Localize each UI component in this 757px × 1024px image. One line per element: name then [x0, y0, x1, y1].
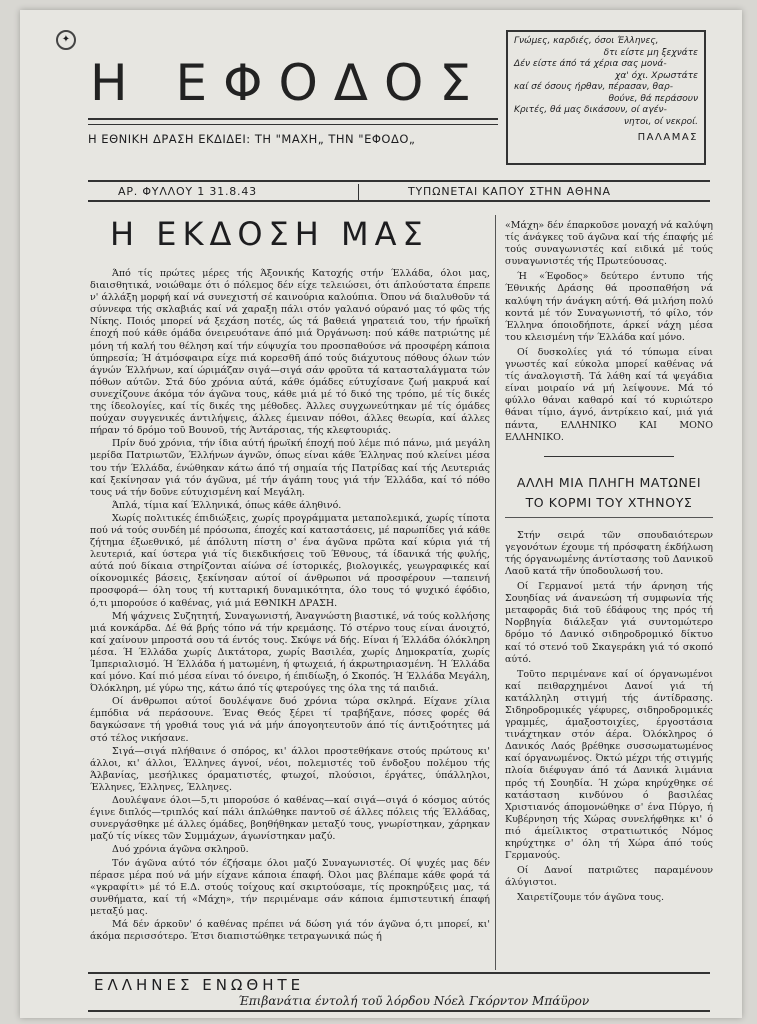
masthead-rule — [88, 124, 498, 125]
footer-slogan: ΕΛΛΗΝΕΣ ΕΝΩΘΗΤΕ — [94, 976, 305, 994]
section-rule — [544, 456, 674, 457]
epigraph-box — [506, 30, 706, 165]
article-body-left — [90, 268, 490, 944]
epigraph-line: δτι είστε μη ξεχνάτε — [603, 47, 698, 58]
epigraph-line: Κριτές, θά μας δικάσουν, οί αγέν- — [514, 105, 667, 115]
publisher-line: Η ΕΘΝΙΚΗ ΔΡΑΣΗ ΕΚΔΙΔΕΙ: ΤΗ "ΜΑΧΗ„ ΤΗΝ "ΕΦΟΔΟ„ — [88, 132, 416, 146]
article-paragraph: Οί Γερμανοί μετά τήν άρνηση τής Σουηδίας νά άνανεώση τή συμφωνία τής μεταφορᾶς διά τοῦ έδάφους της πρός τή Νορβηγία διάλεξαν γιά συντομώτερο δρόμο τό Δανικό σιδηροδρομικό δίκτυο καί τό στενό τοῦ Σκαγεράκη γιά τό σκοπό αύτό. — [505, 581, 713, 665]
second-article-headline — [505, 473, 713, 518]
article-paragraph: «Μάχη» δέν έπαρκοῦσε μοναχή νά καλύψη τίς άνάγκες τοῦ άγῶνα καί τής έπαφής μέ τούς συναγωνιστές καί ειδικά μέ τούς συναγωνιστές τής Πρωτεύουσας. — [505, 220, 713, 268]
emblem-icon: ✦ — [56, 30, 76, 50]
article-paragraph: Δυό χρόνια άγῶνα σκληροῦ. — [112, 844, 249, 856]
issue-divider — [358, 184, 359, 200]
newspaper-page — [20, 10, 742, 1018]
article-paragraph: Άπό τίς πρώτες μέρες τής Άξονικής Κατοχής στήν Έλλάδα, όλοι μας, διαισθητικά, νοιώθαμε ότι ό πόλεμος δέν είχε τελειώσει, ότι άπλούστατα έπρεπε ν' άλλάξη μορφή καί νά συνεχιστή σέ καινούρια καλούπια. Όπου νά διαλυθοῦν τά σύννεφα τής σκλαβιάς καί νά χαραξη πάλι στόν γαλανό ούρανό μας τό φῶς τής Νίκης. Ποιός μπορεί νά ξεχάση ποτές, ώς τά βαθειά γηρατειά του, τήν ήρωϊκή έποχή πού κάθε όμάδα όνειρευότανε άπό μιά Όργάνωση: πού κάθε πατριώτης μέ μόνη τή καλή του θέληση καί τήν εύψυχία του προσπαθούσε νά προσφέρη κάποια ύπηρεσία; Ή άτμόσφαιρα είχε πιά κορεσθῆ άπό τούς διάχυτους πόθους όλων τών άγνών Έλλήνων, καί ώριμάζαν σιγά—σιγά σάν φροῦτα τά κατασταλάγματα τών πόθων αύτῶν. Στά δύο χρόνια αύτά, κάθε όμάδες εύτυχίσανε ζωή μακρυά καί συνεχίζουνε άκόμα τόν άγῶνα τους, κάθε μιά μέ τό δικό της τρόπο, μέ τίς δικές της ίδεολογίες, καί τίς δικές της μέθοδες. Άλλες συγχωνεύτηκαν μέ τίς όμάδες πούχαν συγγενικές άντιλήψεις, άλλες έμειναν πόθοι, άλλες θεωρία, καί άλλες πήραν τό δρόμο τοῦ Βουνοῦ, τής Άντάρσιας, τής κλεφτουριάς. — [90, 268, 490, 437]
article-paragraph: Χωρίς πολιτικές έπιδιώξεις, χωρίς προγράμματα μεταπολεμικά, χωρίς τίποτα πού νά τούς συνδέη μέ πρόσωπα, έποχές καί καταστάσεις, μέ παρωπίδες γιά κάθε ζήτημα έξωεθνικό, μέ άπόλυτη πίστη σ' ένα άγῶνα πρῶτα καί κύρια γιά τή λευτεριά, καί ύστερα γιά τίς διεκδικήσεις τοῦ Έθνους, τά ίδανικά τής φυλής, αύτά πού δίκαια στηρίζονται αίώνα σέ ίστορικές, βιολογικές, γεωγραφικές καί οίκονομικές βάσεις, ξεκίνησαν αύτοί οί άνθρωποι νά προσφέρουν —ταπεινή προσφορά— όλη τους τή κυτταρική δυναμικότητα, όλο τους τό ψυχικό έφόδιο, ό,τι μπορούσε ό καθένας, γιά μιά ΕΘΝΙΚΗ ΔΡΑΣΗ. — [90, 512, 490, 609]
article-paragraph: Οί Δανοί πατριῶτες παραμένουν άλύγιστοι. — [505, 865, 713, 889]
headline-line: ΑΛΛΗ ΜΙΑ ΠΛΗΓΗ ΜΑΤΩΝΕΙ — [516, 474, 702, 490]
article-paragraph: Στήν σειρά τῶν σπουδαιότερων γεγονότων έχουμε τή πρόσφατη έκδήλωση τής όργανωμένης άντίστασης τοῦ Δανικοῦ Λαοῦ κατά τῆν ύποδουλωσή του. — [505, 529, 713, 577]
newspaper-title: Η ΕΦΟΔΟΣ — [90, 54, 487, 112]
article-paragraph: Χαιρετίζουμε τόν άγῶνα τους. — [517, 892, 665, 904]
column-divider — [495, 215, 496, 970]
issue-bar — [88, 180, 710, 202]
epigraph-line: χα' όχι. Χρωστάτε — [615, 70, 698, 81]
article-paragraph: Σιγά—σιγά πλήθαινε ό σπόρος, κι' άλλοι προστεθήκανε στούς πρώτους κι' άλλοι, κι' άλλοι, Έλληνες άγνοί, νέοι, πολεμιστές τοῦ ένδοξου πολέμου τής Άλβανίας, μεσήλικες όραματιστές, φτωχοί, πλούσιοι, έργάτες, ύπάλληλοι, Έλληνες, Έλληνες, Έλληνες. — [90, 745, 490, 793]
article-paragraph: Μά δέν άρκοῦν' ό καθένας πρέπει νά δώση γιά τόν άγῶνα ό,τι μπορεί, κι' άκόμα περισσότερο. Έτσι διαπιστώθηκε τετραγωνικά πώς ή — [90, 918, 490, 943]
epigraph-line: θούνε, θά περάσουν — [608, 93, 698, 104]
article-paragraph: Μή ψάχνεις Συζητητή, Συναγωνιστή, Άναγνώστη βιαστικέ, νά τούς κολλήσης μιά κονκάρδα. Δέ θά βρής τόπο νά τήν κρεμάσης. Τό στέρνο τους είναι άνοιχτό, καί χαίνουν μπροστά σου τά έντός τους. Σκύψε νά δής. Είναι ή Έλλάδα όλόκληρη μέσα. Ή Έλλάδα χωρίς Δικτάτορα, χωρίς Βασιλέα, χωρίς Δημοκρατία, χωρίς Ίμπεριαλισμό. Ή Έλλάδα ή ματωμένη, ή φτωχειά, ή άκρωτηριασμένη. Ή Έλλάδα καί μόνο. Καί πιό μέσα είναι τό όνειρο, ή έπιδίωξη, ό Σκοπός. Ή Έλλάδα Μεγάλη, Όλόκληρη, μέ γύρω της, κάτω άπό τίς φτερούγες της όλα της τά παιδιά. — [90, 610, 490, 695]
article-paragraph: Άπλά, τίμια καί Έλληνικά, όπως κάθε άληθινό. — [112, 499, 342, 511]
article-paragraph: Πρίν δυό χρόνια, τήν ίδια αύτή ήρωϊκή έποχή πού λέμε πιό πάνω, μιά μεγάλη μερίδα Πατριωτῶν, Έλλήνων άγνῶν, όπως είναι κάθε Έλληνας πού κλείνει μέσα του τήν Έλλάδα, ένώθηκαν κάτω άπό τή σημαία τής Πατρίδας καί τής Λευτεριάς καί ξεκίνησαν γιά τόν άγῶνα, μέ τήν άγάπη τους γιά τήν Έλλάδα, καί τό πόθο τους νά τήν δοῦνε εύτυχισμένη καί Μεγάλη. — [90, 438, 490, 498]
footer-banner — [88, 972, 710, 1012]
print-location: ΤΥΠΩΝΕΤΑΙ ΚΑΠΟΥ ΣΤΗΝ ΑΘΗΝΑ — [408, 185, 611, 198]
footer-attribution: Έπιβανάτια έντολή τοῦ λόρδου Νόελ Γκόρντον Μπάϋρον — [238, 994, 590, 1008]
epigraph-line: Δέν είστε άπό τά χέρια σας μονά- — [514, 59, 667, 69]
epigraph-author: ΠΑΛΑΜΑΣ — [637, 132, 698, 143]
epigraph-line: καί σέ όσους ήρθαν, πέρασαν, θαρ- — [514, 82, 673, 92]
issue-number-date: ΑΡ. ΦΥΛΛΟΥ 1 31.8.43 — [118, 185, 257, 198]
article-paragraph: Οί άνθρωποι αύτοί δουλέψανε δυό χρόνια τώρα σκληρά. Είχανε χίλια έμπόδια νά περάσουνε. Ένας Θεός ξέρει τί τραβήξανε, πόσες φορές θά δαγκώσανε τή γροθιά τους γιά νά μήν άπογοητευτοῦν άπό τίς άντιξοότητες μά στό τέλος νικήσανε. — [90, 696, 490, 744]
article-body-right — [505, 220, 713, 908]
article-paragraph: Οί δυσκολίες γιά τό τύπωμα είναι γνωστές καί εύκολα μπορεί καθένας νά τίς άναλογιστῆ. Τά λάθη καί τά ψεγάδια είναι μοιραίο νά μή λείψουνε. Μά τό φύλλο θάναι καθαρό καί τό κυριώτερο θάναι τίμιο, άγνό, άντρίκειο καί, μιά γιά πάντα, ΕΛΛΗΝΙΚΟ ΚΑΙ ΜΟΝΟ ΕΛΛΗΝΙΚΟ. — [505, 346, 713, 443]
article-paragraph: Ή «Έφοδος» δεύτερο έντυπο τής Έθνικής Δράσης θά προσπαθήση νά καλύψη τήν άνάγκη αύτή. Θά μιλήση πολύ κοντά μέ τόν Συναγωνιστή, τό φίλο, τόν Έλληνα όποιοδήποτε, άρκεί νάχη μέσα του κλεισμένη τήν Έλλάδα καί μόνο. — [505, 271, 713, 343]
article-paragraph: Τόν άγῶνα αύτό τόν έζήσαμε όλοι μαζύ Συναγωνιστές. Οί ψυχές μας δέν πέρασε μέρα πού νά μήν είχανε κάποια έπαφή. Όλοι μας βλέπαμε κάθε φορά τά «γκραφίτι» μέ τό Ε.Δ. στούς τοίχους καί σκιρτούσαμε, τίς προκηρύξεις μας, τά συνθήματα, καί τή «Μάχη», τήν περιμέναμε σάν κάποια έμπιστευτική έπαφή μεταξύ μας. — [90, 857, 490, 917]
epigraph-line: νητοι, οί νεκροί. — [623, 116, 698, 127]
article-paragraph: Τοῦτο περιμένανε καί οί όργανωμένοι καί πειθαρχημένοι Δανοί γιά τή κατάλληλη στιγμή τής άντίδρασης. Σιδηροδρομικές γέφυρες, σιδηροδρομικές γραμμές, άμαξοστοιχίες, έργοστάσια τινάχτηκαν στόν άέρα. Όλόκληρος ό Δανικός Λαός βρέθηκε συσσωματωμένος καί όργανωμένος. Όκτώ μέχρι τής στιγμής πλοία διέφυγαν άπό τά Δανικά λιμάνια πρός τή Σουηδία. Ή χώρα κηρύχθηκε σέ κατάσταση κινδύνου ό βασιλέας Χριστιανός άπομονώθηκε σ' ένα Πύργο, ή Κυβέρνηση τής Χώρας συνελήφθηκε κι' ό πιό άμείλικτος στρατιωτικός Νόμος κηρύχτηκε σ' όλη τή Χώρα άπό τούς Γερμανούς. — [505, 668, 713, 862]
article-paragraph: Δουλέψανε όλοι—5,τι μπορούσε ό καθένας—καί σιγά—σιγά ό κόσμος αύτός έγινε διπλός—τριπλός καί πάλι άπλώθηκε παντοῦ σέ άλλες πόλεις τής Έλλάδας, συνεργάσθηκε μέ άλλες όμάδες, βοηθήθηκαν μεταξύ τους, γνωρίστηκαν, χάρηκαν μαζύ τίς νίκες τῶν Συμμάχων, άγωνίστηκαν μαζύ. — [90, 795, 490, 843]
epigraph-line: Γνώμες, καρδιές, όσοι Έλληνες, — [514, 36, 659, 46]
headline-line: ΤΟ ΚΟΡΜΙ ΤΟΥ ΧΤΗΝΟΥΣ — [525, 494, 693, 510]
masthead-rule — [88, 118, 498, 120]
article-headline: Η ΕΚΔΟΣΗ ΜΑΣ — [110, 215, 429, 253]
